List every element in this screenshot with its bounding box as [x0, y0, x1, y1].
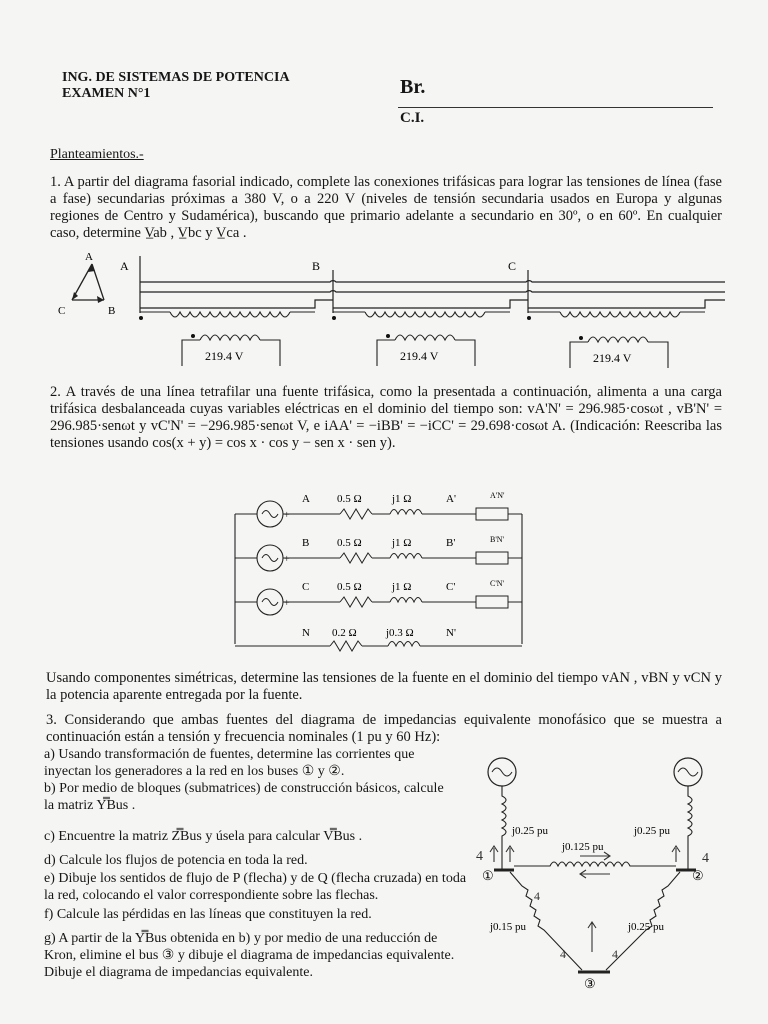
node-a: A	[302, 493, 310, 505]
load-a: A'N'	[490, 491, 505, 500]
phasor-label-b: B	[108, 305, 116, 317]
svg-text:4: 4	[534, 889, 540, 903]
question-2-text: 2. A través de una línea tetrafilar una fuente trifásica, como la presentada a continuación, alimenta a una carga trifásica desbalanceada cuyas variables eléctricas en el dominio del tiempo son: vA'N' = 296.985·cosωt , vB'N' = 296.985·senωt y vC'N' = −296.985·senωt V, e iAA' = −iBB' = −iCC' = 29.698·cosωt A. (Indicación: Reescriba las tensiones usando cos(x + y) = cos x · cos y − sen x · sen y).	[50, 384, 722, 451]
phasor-triangle	[58, 251, 115, 317]
svg-text:+: +	[284, 598, 290, 609]
course-title: ING. DE SISTEMAS DE POTENCIA	[62, 70, 290, 85]
circuit-row-c	[235, 579, 522, 615]
node-a-prime: A'	[446, 493, 456, 505]
impedance-diagram	[470, 752, 730, 992]
node-b-prime: B'	[446, 537, 456, 549]
question-3-item-e: e) Dibuje los sentidos de flujo de P (flecha) y de Q (flecha cruzada) en toda la red, colocando el valor correspondiente sobre las flechas.	[44, 871, 467, 903]
z-gen1-label: j0.25 pu	[512, 825, 549, 837]
secondary-voltage-3: 219.4 V	[593, 351, 632, 365]
svg-text:4: 4	[476, 849, 483, 864]
secondary-voltage-2: 219.4 V	[400, 349, 439, 363]
bus-label-b: B	[312, 259, 321, 273]
z-23-label: j0.25 pu	[628, 921, 665, 933]
question-2-followup: Usando componentes simétricas, determine las tensiones de la fuente en el dominio del tiempo vAN , vBN y vCN y la potencia aparente entregada por la fuente.	[46, 670, 722, 703]
svg-text:4: 4	[702, 851, 709, 866]
circuit-row-neutral	[235, 627, 522, 651]
resistance-c: 0.5 Ω	[337, 581, 362, 593]
svg-text:+: +	[284, 510, 290, 521]
load-b: B'N'	[490, 535, 504, 544]
svg-text:4: 4	[612, 947, 618, 961]
question-3-item-d: d) Calcule los flujos de potencia en toda la red.	[44, 853, 308, 868]
generator-2	[674, 758, 702, 786]
bus-label-c: C	[508, 259, 517, 273]
node-n-prime: N'	[446, 627, 456, 639]
node-c: C	[302, 581, 310, 593]
svg-text:4: 4	[560, 947, 566, 961]
phasor-label-a: A	[85, 251, 93, 263]
node-b: B	[302, 537, 310, 549]
resistance-b: 0.5 Ω	[337, 537, 362, 549]
generator-1	[488, 758, 516, 786]
student-name-label: Br.	[400, 76, 426, 98]
z-13-label: j0.15 pu	[490, 921, 527, 933]
exam-title: EXAMEN N°1	[62, 86, 151, 101]
question-3-item-c: c) Encuentre la matriz Z̿Bus y úsela para calcular V̿Bus .	[44, 829, 363, 844]
id-label: C.I.	[400, 110, 425, 126]
secondary-voltage-1: 219.4 V	[205, 349, 244, 363]
phasor-label-c: C	[58, 305, 66, 317]
reactance-c: j1 Ω	[392, 581, 412, 593]
node-n: N	[302, 627, 310, 639]
name-line	[398, 107, 713, 108]
z-12-label: j0.125 pu	[562, 841, 604, 853]
three-phase-circuit	[230, 484, 530, 662]
node-c-prime: C'	[446, 581, 456, 593]
bus-2-label: ②	[692, 868, 704, 883]
question-3-item-a: a) Usando transformación de fuentes, determine las corrientes que inyectan los generadores a la red en los buses ① y ②.	[44, 747, 415, 779]
section-title: Planteamientos.-	[50, 147, 144, 162]
question-3-item-g: g) A partir de la Y̿Bus obtenida en b) y por medio de una reducción de Kron, elimine el bus ③ y dibuje el diagrama de impedancias equivalente. Dibuje el diagrama de impedancias equivalente.	[44, 931, 455, 980]
z-gen2-label: j0.25 pu	[634, 825, 671, 837]
bus-label-a: A	[120, 259, 129, 273]
reactance-b: j1 Ω	[392, 537, 412, 549]
reactance-a: j1 Ω	[392, 493, 412, 505]
question-3-intro: 3. Considerando que ambas fuentes del diagrama de impedancias equivalente monofásico que se muestra a continuación están a tensión y frecuencia nominales (1 pu y 60 Hz):	[46, 712, 722, 745]
resistance-n: 0.2 Ω	[332, 627, 357, 639]
bus-1-label: ①	[482, 868, 494, 883]
question-3-item-b: b) Por medio de bloques (submatrices) de construcción básicos, calcule la matriz Y̿Bus .	[44, 781, 444, 813]
svg-text:+: +	[284, 554, 290, 565]
load-c: C'N'	[490, 579, 504, 588]
transformer-diagram	[40, 248, 740, 373]
question-1-text: 1. A partir del diagrama fasorial indicado, complete las conexiones trifásicas para lograr las tensiones de línea (fase a fase) secundarias próximas a 380 V, o a 220 V (niveles de tensión secundaria usados en Europa y algunas regiones de Centro y Sudamérica), buscando que primario adelante a secundario en 30º, o en 60º. En cualquier caso, determine V̲ab , V̲bc y V̲ca .	[50, 174, 722, 241]
question-3-item-f: f) Calcule las pérdidas en las líneas que constituyen la red.	[44, 907, 372, 922]
bus-3-label: ③	[584, 976, 596, 991]
circuit-row-b	[235, 535, 522, 571]
reactance-n: j0.3 Ω	[386, 627, 414, 639]
circuit-row-a	[235, 491, 522, 527]
resistance-a: 0.5 Ω	[337, 493, 362, 505]
